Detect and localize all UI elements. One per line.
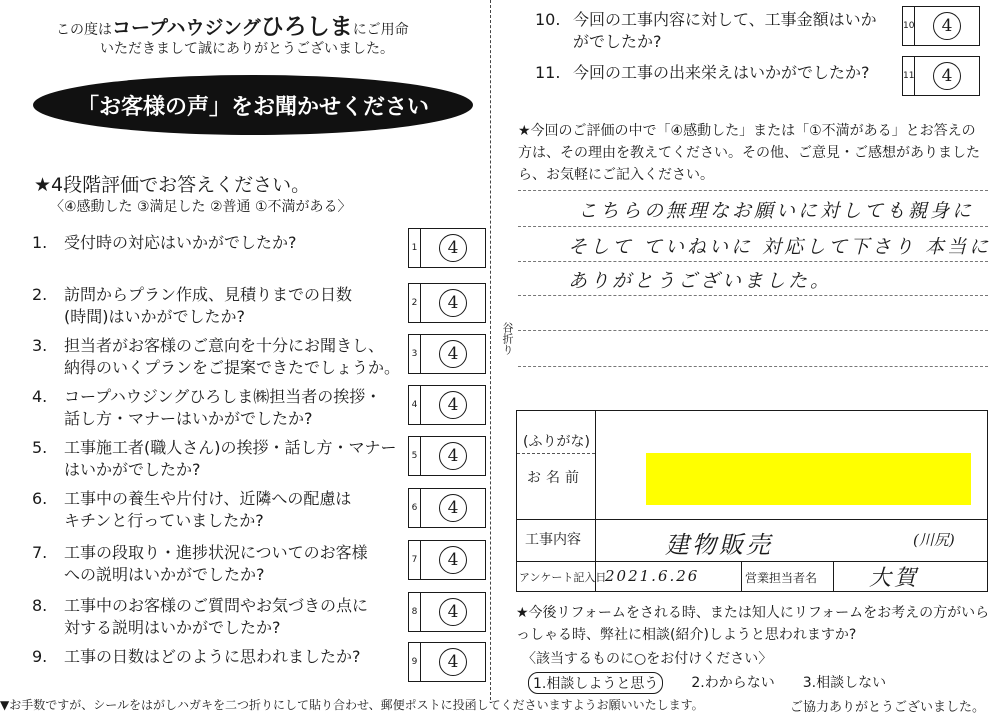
question-5: 5. 工事施工者(職人さん)の挨拶・話し方・マナー はいかがでしたか? xyxy=(32,438,397,479)
question-1: 1. 受付時の対応はいかがでしたか? xyxy=(32,233,297,252)
question-8: 8. 工事中のお客様のご質問やお気づきの点に 対する説明はいかがでしたか? xyxy=(32,596,369,637)
question-2: 2. 訪問からプラン作成、見積りまでの日数 (時間)はいかがでしたか? xyxy=(32,285,353,326)
circled-answer: 4 xyxy=(933,62,961,90)
footer-instructions: ▼お手数ですが、シールをはがしハガキを二つ折りにして貼り合わせ、郵便ポストに投函してくださいますようお願いいたします。 xyxy=(0,698,704,712)
answer-box-4[interactable]: 4 4 xyxy=(408,385,486,425)
fold-label: 谷折り xyxy=(501,322,514,355)
form-divider xyxy=(517,519,987,520)
circled-answer: 4 xyxy=(439,289,467,317)
circled-answer: 4 xyxy=(439,340,467,368)
dashed-line xyxy=(518,226,988,227)
answer-box-1[interactable]: 1 4 xyxy=(408,228,486,268)
banner-text: 「お客様の声」をお聞かせください xyxy=(76,94,429,120)
question-11: 11. 今回の工事の出来栄えはいかがでしたか? xyxy=(535,63,870,82)
date-value: 2021.6.26 xyxy=(605,567,700,585)
rating-scale-legend: 〈④感動した ③満足した ②普通 ①不満がある〉 xyxy=(50,199,352,215)
intro-heading: ★4段階評価でお答えください。 xyxy=(34,174,311,196)
referral-instruction: 〈該当するものに○をお付けください〉 xyxy=(522,651,773,667)
work-note: (川尻) xyxy=(913,531,955,549)
referral-options xyxy=(528,672,886,694)
answer-box-5[interactable]: 5 4 xyxy=(408,436,486,476)
form-divider xyxy=(741,561,742,591)
question-4: 4. コープハウジングひろしま㈱担当者の挨拶・ 話し方・マナーはいかがでしたか? xyxy=(32,387,382,428)
circled-answer: 4 xyxy=(439,598,467,626)
comment-line-1: こちらの無理なお願いに対しても親身に xyxy=(578,200,975,222)
date-label: アンケート記入日 xyxy=(519,571,607,584)
staff-value: 大賀 xyxy=(869,566,920,591)
circled-answer: 4 xyxy=(439,546,467,574)
header-suffix: にご用命 xyxy=(352,22,409,38)
dashed-line xyxy=(518,366,988,367)
answer-box-6[interactable]: 6 4 xyxy=(408,488,486,528)
option-no-consult[interactable]: 3.相談しない xyxy=(802,675,887,691)
answer-box-10[interactable]: 10 4 xyxy=(902,6,980,46)
staff-label: 営業担当者名 xyxy=(745,571,818,585)
circled-answer: 4 xyxy=(439,648,467,676)
circled-answer: 4 xyxy=(439,234,467,262)
dashed-line xyxy=(518,261,988,262)
header-prefix: この度は xyxy=(56,22,112,38)
circled-answer: 4 xyxy=(933,12,961,40)
answer-box-8[interactable]: 8 4 xyxy=(408,592,486,632)
answer-box-3[interactable]: 3 4 xyxy=(408,334,486,374)
circled-answer: 4 xyxy=(439,442,467,470)
dashed-line xyxy=(518,190,988,191)
comment-prompt: ★今回のご評価の中で「④感動した」または「①不満がある」とお答えの方は、その理由を教えてください。その他、ご意見・ご感想がありましたら、お気軽にご記入ください。 xyxy=(518,123,980,183)
redacted-name xyxy=(646,453,971,505)
answer-box-11[interactable]: 11 4 xyxy=(902,56,980,96)
question-9: 9. 工事の日数はどのように思われましたか? xyxy=(32,647,361,666)
question-7: 7. 工事の段取り・進捗状況についてのお客様 への説明はいかがでしたか? xyxy=(32,543,368,584)
referral-question: ★今後リフォームをされる時、または知人にリフォームをお考えの方がいらっしゃる時、弊社に相談(紹介)しようと思われますか? xyxy=(516,605,990,643)
answer-box-2[interactable]: 2 4 xyxy=(408,283,486,323)
circled-answer: 4 xyxy=(439,494,467,522)
work-label: 工事内容 xyxy=(525,532,581,548)
question-10: 10. 今回の工事内容に対して、工事金額はいか がでしたか? xyxy=(535,10,877,51)
option-unsure[interactable]: 2.わからない xyxy=(691,675,775,691)
fold-line xyxy=(490,0,491,700)
brand-katakana: コープハウジング xyxy=(112,17,261,39)
dashed-line xyxy=(518,330,988,331)
question-3: 3. 担当者がお客様のご意向を十分にお聞きし、 納得のいくプランをご提案できたでしょうか。 xyxy=(32,336,401,377)
answer-box-9[interactable]: 9 4 xyxy=(408,642,486,682)
header-line2: いただきまして誠にありがとうございました。 xyxy=(100,41,394,57)
footer-thanks: ご協力ありがとうございました。 xyxy=(790,700,986,715)
form-divider xyxy=(517,453,595,454)
comment-line-3: ありがとうございました。 xyxy=(568,270,833,292)
form-divider xyxy=(833,561,834,591)
circled-answer: 4 xyxy=(439,391,467,419)
header-line1 xyxy=(56,8,409,41)
furigana-label: (ふりがな) xyxy=(523,434,590,450)
comment-line-2: そして ていねいに 対応して下さり 本当に xyxy=(568,236,992,258)
brand-hiragana: ひろしま xyxy=(260,14,353,40)
answer-box-7[interactable]: 7 4 xyxy=(408,540,486,580)
name-label: お名前 xyxy=(527,470,584,486)
question-6: 6. 工事中の養生や片付け、近隣への配慮は キチンと行っていましたか? xyxy=(32,489,352,530)
form-divider xyxy=(595,411,596,591)
work-value: 建物販売 xyxy=(665,531,773,559)
option-consult[interactable]: 1.相談しようと思う xyxy=(528,672,663,694)
dashed-line xyxy=(518,295,988,296)
page-title-banner xyxy=(33,75,473,135)
